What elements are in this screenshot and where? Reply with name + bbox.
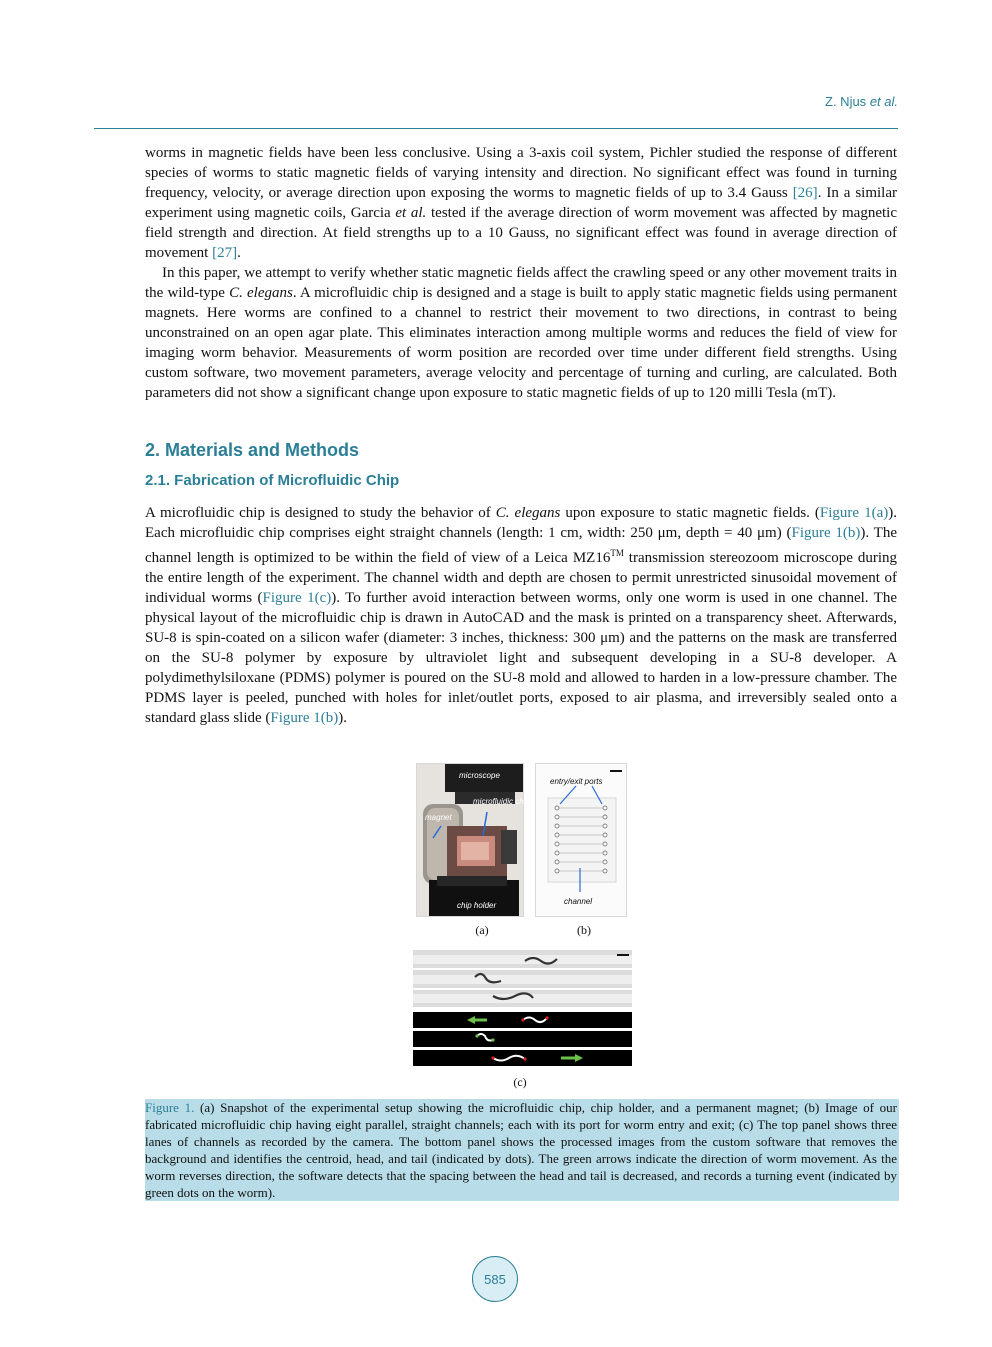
figure-link-1b-2[interactable]: Figure 1(b) — [270, 710, 339, 726]
header-rule — [94, 128, 898, 129]
label-channel: channel — [564, 897, 593, 906]
citation-27[interactable]: [27] — [212, 245, 238, 261]
paragraph-1: worms in magnetic fields have been less conclusive. Using a 3-axis coil system, Pichler studied the response of different species of worms to static magnetic fields of varying intensity and direction. No significant effect was found in turning frequency, velocity, or average direction upon exposing the worms to magnetic fields of up to 3.4 Gauss [26]. In a similar experiment using magnetic coils, Garcia et al. tested if the average direction of worm movement was affected by magnetic field strength and direction. At field strengths up to a 10 Gauss, no significant effect was found in average direction of movement [27]. — [145, 145, 897, 261]
figure-link-1a[interactable]: Figure 1(a) — [819, 505, 889, 521]
raw-lanes — [413, 950, 632, 1007]
intro-text — [145, 143, 897, 403]
section-heading-2: 2. Materials and Methods — [145, 440, 360, 460]
label-magnet: magnet — [425, 813, 452, 822]
figure-link-1c[interactable]: Figure 1(c) — [262, 590, 332, 606]
running-header-author: Z. Njus et al. — [825, 94, 898, 109]
sublabel-c: (c) — [513, 1075, 527, 1089]
sublabel-b: (b) — [577, 923, 591, 937]
paragraph-2: In this paper, we attempt to verify whether static magnetic fields affect the crawling speed or any other movement traits in the wild-type C. elegans. A microfluidic chip is designed and a stage is built to apply static magnetic fields using permanent magnets. Here worms are confined to a channel to restrict their movement to two directions, in contrast to being unconstrained on an open agar plate. This eliminates interaction among multiple worms and reduces the field of view for imaging worm behavior. Measurements of worm position are recorded over time under different field strengths. Using custom software, two movement parameters, average velocity and percentage of turning and curling, are calculated. Both parameters did not show a significant change upon exposure to static magnetic fields of up to 120 milli Tesla (mT). — [145, 265, 898, 401]
page-number: 585 — [472, 1256, 518, 1302]
figure-link-1b[interactable]: Figure 1(b) — [791, 525, 861, 541]
section-heading-2-1: 2.1. Fabrication of Microfluidic Chip — [145, 472, 400, 489]
label-microfluidic-chip: microfluidic chip — [473, 797, 530, 806]
paragraph-3: A microfluidic chip is designed to study the behavior of C. elegans upon exposure to static magnetic fields. (Figure 1(a)). Each microfluidic chip comprises eight straight channels (length: 1 cm, width: 250 μm, depth = 40 μm) (Figure 1(b)). The channel length is optimized to be within the field of view of a Leica MZ16™ transmission stereozoom microscope during the entire length of the experiment. The channel width and depth are chosen to permit unrestricted sinusoidal movement of individual worms (Figure 1(c)). To further avoid interaction between worms, only one worm is used in one channel. The physical layout of the microfluidic chip is drawn in AutoCAD and the mask is printed on a transparency sheet. Afterwards, SU-8 is spin-coated on a silicon wafer (diameter: 3 inches, thickness: 300 μm) and the patterns on the mask are transferred on the SU-8 polymer by exposure by ultraviolet light and subsequent developing in a SU-8 developer. A polydimethylsiloxane (PDMS) polymer is poured on the SU-8 mold and allowed to harden in a low-pressure chamber. The PDMS layer is peeled, punched with holes for inlet/outlet ports, exposed to air plasma, and irreversibly sealed onto a standard glass slide (Figure 1(b)). — [145, 505, 898, 726]
sublabel-a: (a) — [475, 923, 489, 937]
label-microscope: microscope — [459, 771, 500, 780]
figure-1c-tracking — [413, 950, 632, 1066]
methods-text — [145, 503, 897, 728]
citation-26[interactable]: [26] — [792, 185, 818, 201]
figure-caption — [145, 1099, 899, 1201]
label-entry-exit-ports: entry/exit ports — [550, 777, 603, 786]
caption-label: Figure 1. — [145, 1100, 195, 1115]
figure-1a-photo — [416, 763, 530, 917]
processed-lanes — [413, 1012, 632, 1066]
label-chip-holder: chip holder — [457, 901, 497, 910]
figure-1b-chip — [535, 763, 627, 917]
caption-text: (a) Snapshot of the experimental setup showing the microfluidic chip, chip holder, and a permanent magnet; (b) Image of our fabricated microfluidic chip having eight parallel, straight channels; each with its port for worm entry and exit; (c) The top panel shows three lanes of channels as recorded by the camera. The bottom panel shows the processed images from the custom software that removes the background and identifies the centroid, head, and tail (indicated by dots). The green arrows indicate the direction of worm movement. As the worm reverses direction, the software detects that the spacing between the head and tail is decreased, and records a turning event (indicated by green dots on the worm). — [145, 1100, 897, 1200]
